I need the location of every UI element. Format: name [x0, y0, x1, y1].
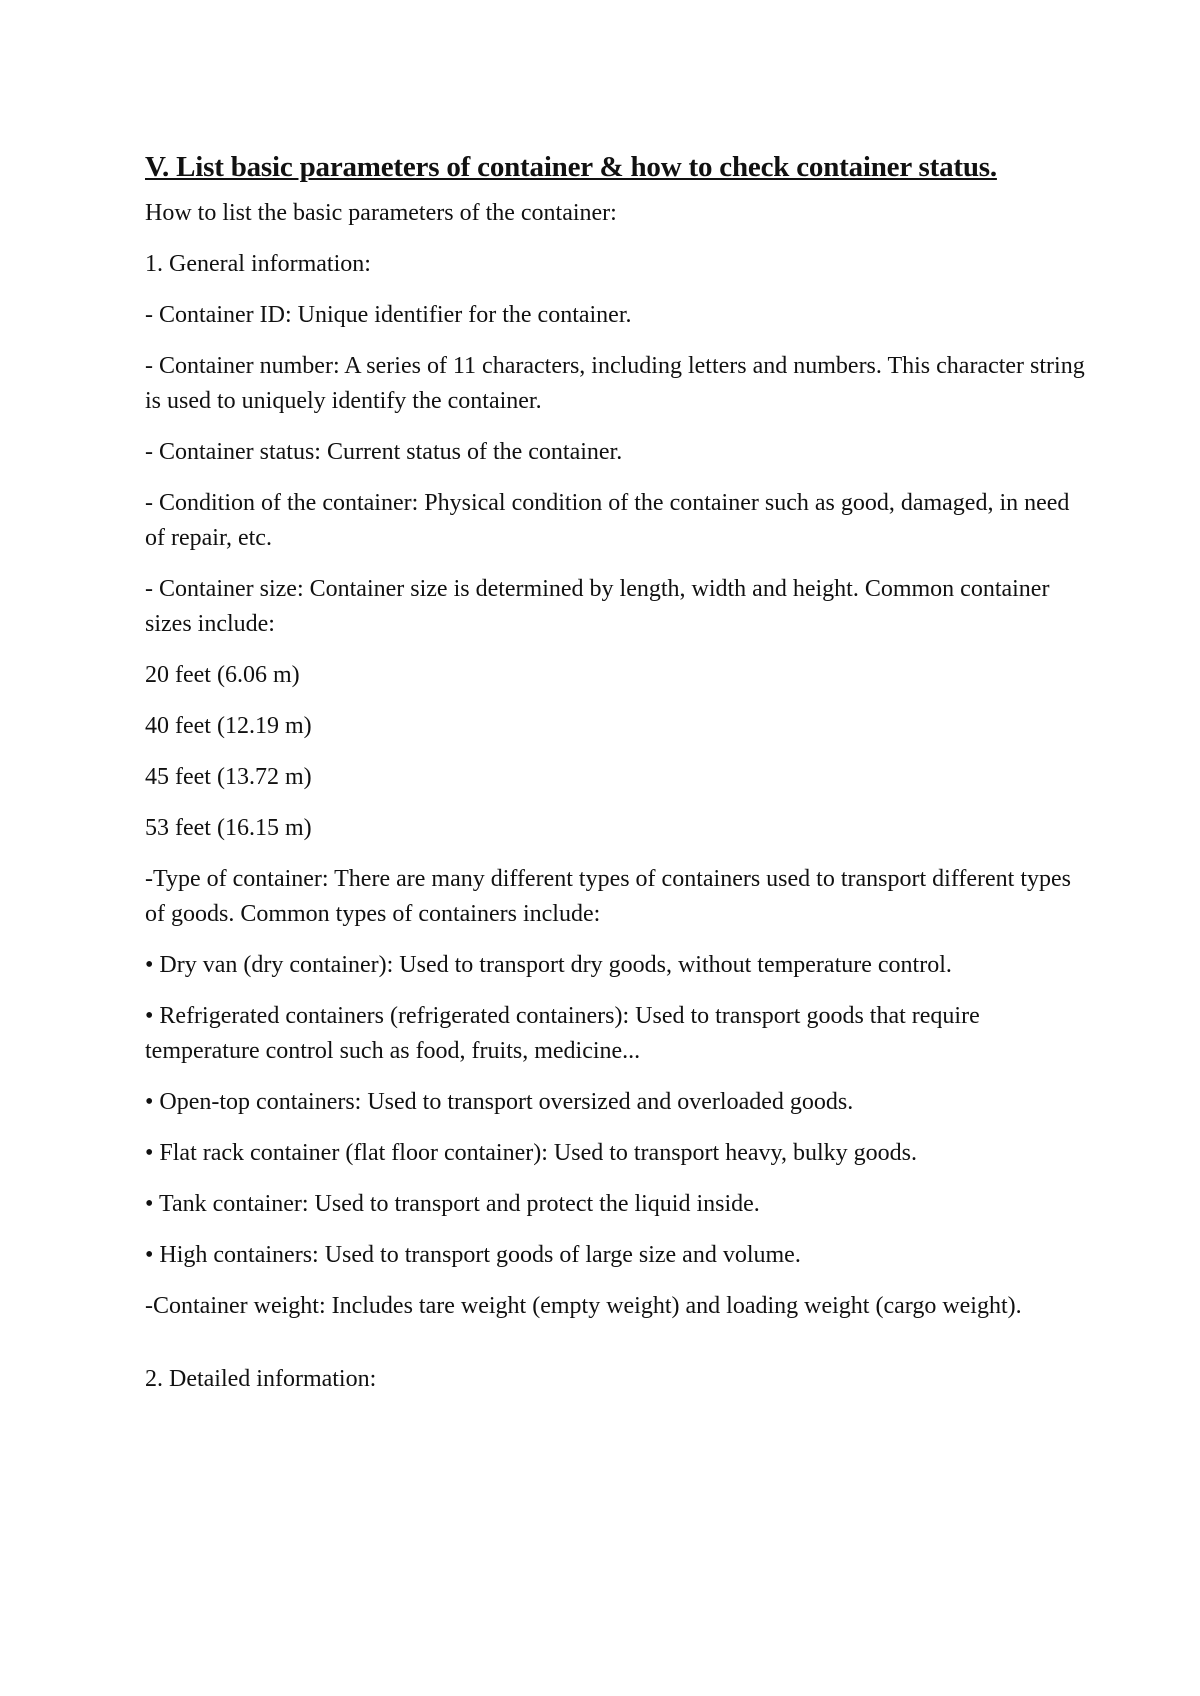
type-item-open-top: • Open-top containers: Used to transport oversized and overloaded goods. — [145, 1089, 854, 1115]
general-item-container-condition: - Condition of the container: Physical condition of the container such as good, damaged, in need of repair, etc. — [145, 490, 1070, 551]
weight-text: -Container weight: Includes tare weight (empty weight) and loading weight (cargo weight). — [145, 1293, 1022, 1319]
type-item-tank: • Tank container: Used to transport and protect the liquid inside. — [145, 1191, 760, 1217]
general-item-container-size: - Container size: Container size is determined by length, width and height. Common container sizes include: — [145, 576, 1050, 637]
document-body — [145, 148, 1085, 1413]
size-item-45ft: 45 feet (13.72 m) — [145, 764, 312, 790]
type-item-flat-rack: • Flat rack container (flat floor container): Used to transport heavy, bulky goods. — [145, 1140, 917, 1166]
type-intro-text: -Type of container: There are many different types of containers used to transport different types of goods. Common types of containers include: — [145, 866, 1071, 927]
type-item-dry-van: • Dry van (dry container): Used to transport dry goods, without temperature control. — [145, 952, 952, 978]
general-item-container-id: - Container ID: Unique identifier for the container. — [145, 302, 632, 328]
section2-heading: 2. Detailed information: — [145, 1366, 377, 1392]
size-item-20ft: 20 feet (6.06 m) — [145, 662, 300, 688]
size-item-53ft: 53 feet (16.15 m) — [145, 815, 312, 841]
size-item-40ft: 40 feet (12.19 m) — [145, 713, 312, 739]
general-item-container-number: - Container number: A series of 11 characters, including letters and numbers. This character string is used to uniquely identify the container. — [145, 353, 1085, 414]
section1-heading: 1. General information: — [145, 251, 371, 277]
section-title: V. List basic parameters of container & how to check container status. — [145, 151, 997, 183]
type-item-high: • High containers: Used to transport goods of large size and volume. — [145, 1242, 801, 1268]
general-item-container-status: - Container status: Current status of the container. — [145, 439, 623, 465]
intro-text: How to list the basic parameters of the container: — [145, 200, 617, 226]
type-item-refrigerated: • Refrigerated containers (refrigerated containers): Used to transport goods that require temperature control such as food, fruits, medicine... — [145, 1003, 980, 1064]
